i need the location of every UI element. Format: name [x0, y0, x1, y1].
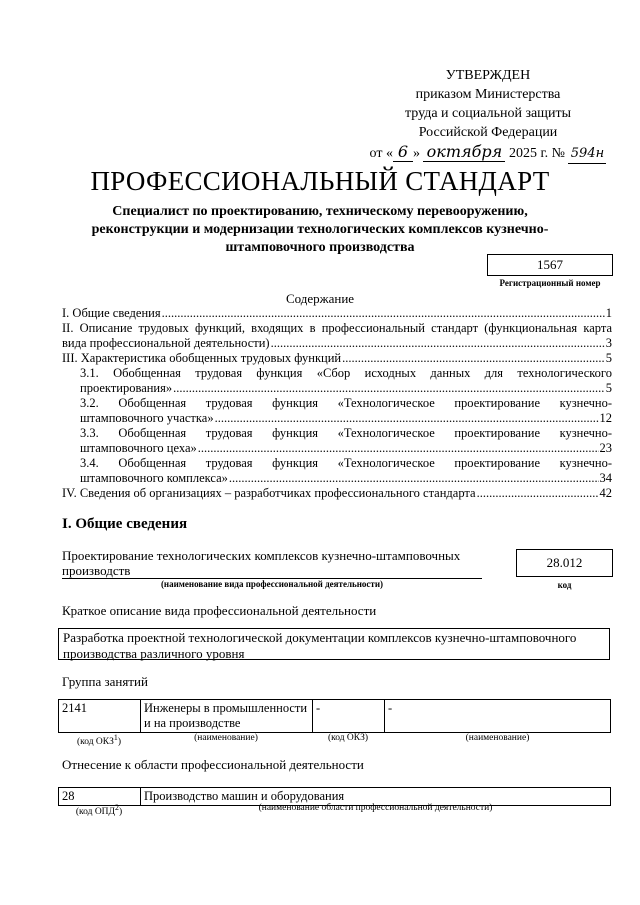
toc-item-3-4[interactable]: 3.4. Обобщенная трудовая функция «Технологическое проектирование кузнечно- штамповочного комплекса» ..... 34 [62, 456, 612, 486]
toc-item-2[interactable]: II. Описание трудовых функций, входящих в профессиональный стандарт (функциональная карта вида профессиональной деятельности) ..... 3 [62, 321, 612, 351]
caption-okz-name-2: (наименование) [465, 733, 530, 743]
table-of-contents [62, 306, 612, 501]
approval-block [360, 66, 616, 164]
caption-okz-code-2: (код ОКЗ) [327, 733, 369, 743]
standard-name: Специалист по проектированию, техническому перевооружению, реконструкции и модернизации технологических комплексов кузнечно-штамповочного производства [91, 204, 549, 255]
toc-item-3-3[interactable]: 3.3. Обобщенная трудовая функция «Технологическое проектирование кузнечно- штамповочного цеха» ..... 23 [62, 426, 612, 456]
caption-opd-code: (код ОПД$^2$) [75, 803, 123, 818]
occupation-group-table [58, 699, 611, 733]
approval-line-ministry: труда и социальной защиты [405, 106, 571, 121]
caption-okz-code: (код ОКЗ$^1$) [76, 733, 122, 748]
caption-okz-name: (наименование) [194, 733, 258, 743]
activity-code-caption: код [557, 580, 572, 590]
approval-date [360, 142, 616, 164]
approval-line-order: приказом Министерства [415, 87, 561, 102]
brief-description: Разработка проектной технологической документации комплексов кузнечно-штамповочного производства различного уровня [58, 628, 610, 660]
activity-kind-caption: (наименование вида профессиональной деятельности) [160, 579, 384, 589]
date-year: 2025 г. № [508, 146, 565, 161]
date-mid: » [412, 146, 420, 161]
date-day: 6 [393, 142, 413, 162]
toc-item-3-1[interactable]: 3.1. Обобщенная трудовая функция «Сбор исходных данных для технологического проектирования» ..... 5 [62, 366, 612, 396]
opd-name: Производство машин и оборудования [141, 788, 611, 806]
date-prefix: от « [369, 146, 393, 161]
opd-code: 28 [59, 788, 141, 806]
okz-name-2: - [385, 700, 611, 733]
okz-code-1: 2141 [59, 700, 141, 733]
registration-label: Регистрационный номер [499, 278, 601, 288]
brief-description-label: Краткое описание вида профессиональной деятельности [62, 603, 377, 618]
caption-opd-name: (наименование области профессиональной деятельности) [258, 803, 493, 813]
toc-item-3[interactable]: III. Характеристика обобщенных трудовых функций ..... 5 [62, 351, 612, 366]
okz-name-1: Инженеры в промышленности и на производстве [141, 700, 313, 733]
approval-heading: УТВЕРЖДЕН [445, 68, 531, 83]
toc-item-1[interactable]: I. Общие сведения ..... 1 [62, 306, 612, 321]
toc-item-3-2[interactable]: 3.2. Обобщенная трудовая функция «Технологическое проектирование кузнечно- штамповочного участка» ..... 12 [62, 396, 612, 426]
occupation-group-label: Группа занятий [62, 674, 148, 689]
table-row [59, 700, 611, 733]
activity-kind: Проектирование технологических комплексов кузнечно-штамповочных производств [62, 548, 482, 579]
order-number: 594н [568, 144, 606, 164]
activity-code: 28.012 [516, 549, 613, 577]
toc-heading: Содержание [285, 291, 355, 306]
approval-line-country: Российской Федерации [418, 125, 558, 140]
date-month: октября [423, 142, 505, 162]
document-title: ПРОФЕССИОНАЛЬНЫЙ СТАНДАРТ [90, 166, 550, 196]
registration-number: 1567 [487, 254, 613, 276]
toc-item-4[interactable]: IV. Сведения об организациях – разработчиках профессионального стандарта ..... 42 [62, 486, 612, 501]
section-heading: I. Общие сведения [62, 516, 188, 532]
okz-code-2: - [313, 700, 385, 733]
professional-area-label: Отнесение к области профессиональной деятельности [62, 757, 364, 772]
